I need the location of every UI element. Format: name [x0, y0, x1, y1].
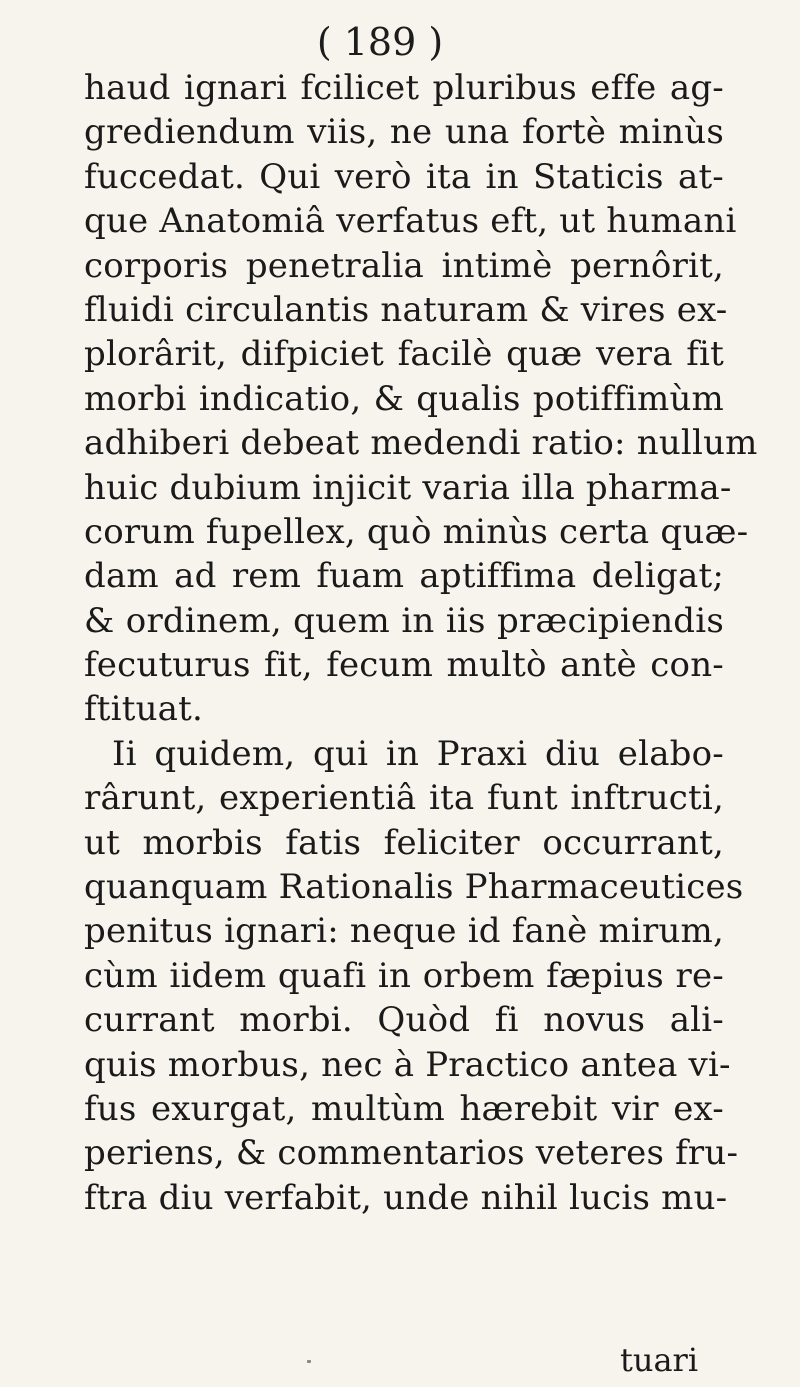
text-line: rârunt, experientiâ ita funt inftructi,: [84, 778, 724, 819]
text-line: corum fupellex, quò minùs certa quæ-: [84, 511, 749, 552]
text-line: quis morbus, nec à Practico antea vi-: [84, 1044, 731, 1085]
text-line: ftituat.: [84, 689, 204, 730]
text-line: cùm iidem quafi in orbem fæpius re-: [84, 955, 724, 996]
text-line: grediendum viis, ne una fortè minùs: [84, 112, 724, 153]
text-line: plorârit, difpiciet facilè quæ vera fit: [84, 334, 724, 375]
text-line: huic dubium injicit varia illa pharma-: [84, 467, 732, 508]
text-line: dam ad rem fuam aptiffima deligat;: [84, 556, 724, 597]
text-line: fuccedat. Qui verò ita in Staticis at-: [84, 156, 724, 197]
text-line: penitus ignari: neque id fanè mirum,: [84, 911, 724, 952]
text-line: fluidi circulantis naturam & vires ex-: [84, 289, 728, 330]
text-line: quanquam Rationalis Pharmaceutices: [84, 867, 744, 908]
text-line: & ordinem, quem in iis præcipiendis: [84, 600, 724, 641]
body-text: [84, 66, 758, 1220]
paper-speck: [307, 1360, 311, 1363]
text-line: ftra diu verfabit, unde nihil lucis mu-: [84, 1177, 728, 1218]
text-line: ut morbis fatis feliciter occurrant,: [84, 822, 724, 863]
text-line: adhiberi debeat medendi ratio: nullum: [84, 423, 758, 464]
text-line: morbi indicatio, & qualis potiffimùm: [84, 378, 724, 419]
catchword: tuari: [620, 1341, 699, 1379]
text-line: que Anatomiâ verfatus eft, ut humani: [84, 201, 737, 242]
text-line: fus exurgat, multùm hærebit vir ex-: [84, 1088, 724, 1129]
text-line: corporis penetralia intimè pernôrit,: [84, 245, 724, 286]
text-line: Ii quidem, qui in Praxi diu elabo-: [112, 733, 724, 774]
text-line: currant morbi. Quòd fi novus ali-: [84, 1000, 724, 1041]
text-line: periens, & commentarios veteres fru-: [84, 1133, 739, 1174]
text-line: haud ignari fcilicet pluribus effe ag-: [84, 68, 724, 108]
text-line: fecuturus fit, fecum multò antè con-: [84, 645, 724, 686]
page-number: ( 189 ): [316, 20, 444, 64]
